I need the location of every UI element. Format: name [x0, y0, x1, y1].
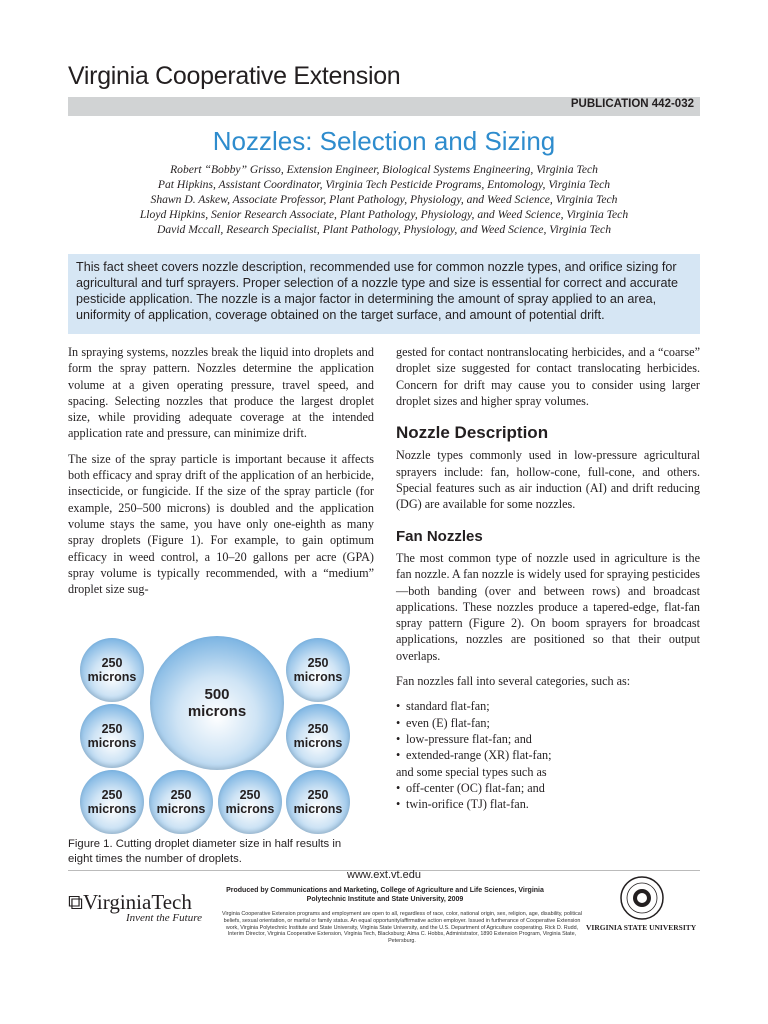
publication-number: PUBLICATION 442-032 [570, 98, 694, 110]
left-column [68, 344, 374, 606]
production-credit: Produced by Communications and Marketing, College of Agriculture and Life Sciences, Virginia Polytechnic Institute and State University, 2009 [226, 887, 544, 903]
document-title: Nozzles: Selection and Sizing [212, 126, 556, 156]
list-item: • low-pressure flat-fan; and [396, 731, 700, 747]
vsu-name: VIRGINIA STATE UNIVERSITY [586, 923, 697, 932]
section-heading: Nozzle Description [396, 423, 549, 443]
paragraph: Fan nozzles fall into several categories, such as: [396, 674, 631, 689]
publication-bar [68, 97, 700, 116]
list-intro: and some special types such as [396, 764, 547, 779]
droplet-250: 250 microns [80, 638, 144, 702]
list-item: • twin-orifice (TJ) flat-fan. [396, 796, 700, 812]
droplet-250: 250 microns [286, 638, 350, 702]
paragraph: gested for contact nontranslocating herbicides, and a “coarse” droplet size suggested for contact translocating herbicides. Concern for drift may cause you to consider using larger droplet sizes and higher spray volumes. [396, 345, 700, 408]
author-line: Lloyd Hipkins, Senior Research Associate, Plant Pathology, Physiology, and Weed Science, Virginia Tech [139, 208, 629, 221]
website-link[interactable]: www.ext.vt.edu [347, 869, 421, 881]
special-type-list [396, 780, 700, 813]
right-column [396, 344, 700, 812]
author-line: Shawn D. Askew, Associate Professor, Plant Pathology, Physiology, and Weed Science, Virginia Tech [150, 193, 618, 206]
paragraph: Nozzle types commonly used in low-pressure agricultural sprayers include: fan, hollow-cone, full-cone, and others. Special features such as air induction (AI) and drift reducing (DG) are available for some nozzles. [396, 448, 700, 512]
author-line: Pat Hipkins, Assistant Coordinator, Virginia Tech Pesticide Programs, Entomology, Virginia Tech [157, 178, 611, 191]
list-item: • even (E) flat-fan; [396, 715, 700, 731]
legal-fine-print: Virginia Cooperative Extension programs and employment are open to all, regardless of race, color, national origin, sex, religion, age, disability, political beliefs, sexual orientation, or marital or family status. An equal opportunity/affirmative action employer. Issued in furtherance of Cooperative Extension work, Virginia Polytechnic Institute and State University, Virginia State University, and the U.S. Department of Agriculture cooperating. Rick D. Rudd, Interim Director, Virginia Cooperative Extension, Virginia Tech, Blacksburg; Alma C. Hobbs, Administrator, 1890 Extension Program, Virginia State, Petersburg. [222, 911, 582, 945]
paragraph: The size of the spray particle is important because it affects both efficacy and spray drift of the application of an herbicide, insecticide, or fungicide. If the size of the spray particle (for example, 250–500 microns) is doubled and the application volume stays the same, you have only one-eighth as many spray droplets (Figure 1). For example, to gain optimum efficacy in weed control, a 10–20 gallons per acre (GPA) spray volume is typically recommended, with a “medium” droplet size sug- [68, 451, 374, 597]
droplet-250: 250 microns [80, 704, 144, 768]
figure-caption: Figure 1. Cutting droplet diameter size in half results in eight times the number of droplets. [68, 838, 342, 865]
droplet-figure [78, 636, 354, 832]
droplet-500: 500 microns [150, 636, 284, 770]
author-list [0, 162, 768, 237]
vt-tagline: Invent the Future [126, 912, 202, 924]
paragraph: In spraying systems, nozzles break the liquid into droplets and form the spray pattern. Nozzles determine the application volume at a given operating pressure, travel speed, and spacing. Selecting nozzles that produce the largest droplet size, while providing adequate coverage at the intended application rate and pressure, can minimize drift. [68, 345, 374, 441]
droplet-250: 250 microns [286, 704, 350, 768]
abstract-box: This fact sheet covers nozzle description, recommended use for common nozzle types, and orifice sizing for agricultural and turf sprayers. Proper selection of a nozzle type and size is essential for correct and accurate pesticide application. The nozzle is a major factor in determining the amount of spray applied to an area, uniformity of application, coverage obtained on the target surface, and amount of potential drift. [68, 254, 700, 334]
nozzle-type-list [396, 698, 700, 763]
vsu-seal-icon [620, 876, 664, 920]
list-item: • off-center (OC) flat-fan; and [396, 780, 700, 796]
droplet-250: 250 microns [286, 770, 350, 834]
extension-title: Virginia Cooperative Extension [68, 62, 401, 90]
author-line: David Mccall, Research Specialist, Plant Pathology, Physiology, and Weed Science, Virginia Tech [157, 223, 611, 236]
vt-icon: ⧉ [68, 890, 83, 914]
paragraph: The most common type of nozzle used in agriculture is the fan nozzle. A fan nozzle is widely used for spraying pesticides—both banding (over and between rows) and broadcast applications. These nozzles produce a tapered-edge, flat-fan spray pattern (Figure 2). On boom sprayers for broadcast applications, nozzles are positioned so that their output overlaps. [396, 550, 700, 663]
virginia-tech-logo: ⧉VirginiaTech [68, 890, 192, 914]
droplet-250: 250 microns [218, 770, 282, 834]
droplet-250: 250 microns [80, 770, 144, 834]
droplet-250: 250 microns [149, 770, 213, 834]
section-heading: Fan Nozzles [396, 527, 483, 545]
list-item: • extended-range (XR) flat-fan; [396, 747, 700, 763]
list-item: • standard flat-fan; [396, 698, 700, 714]
author-line: Robert “Bobby” Grisso, Extension Engineer, Biological Systems Engineering, Virginia Tech [170, 163, 598, 176]
